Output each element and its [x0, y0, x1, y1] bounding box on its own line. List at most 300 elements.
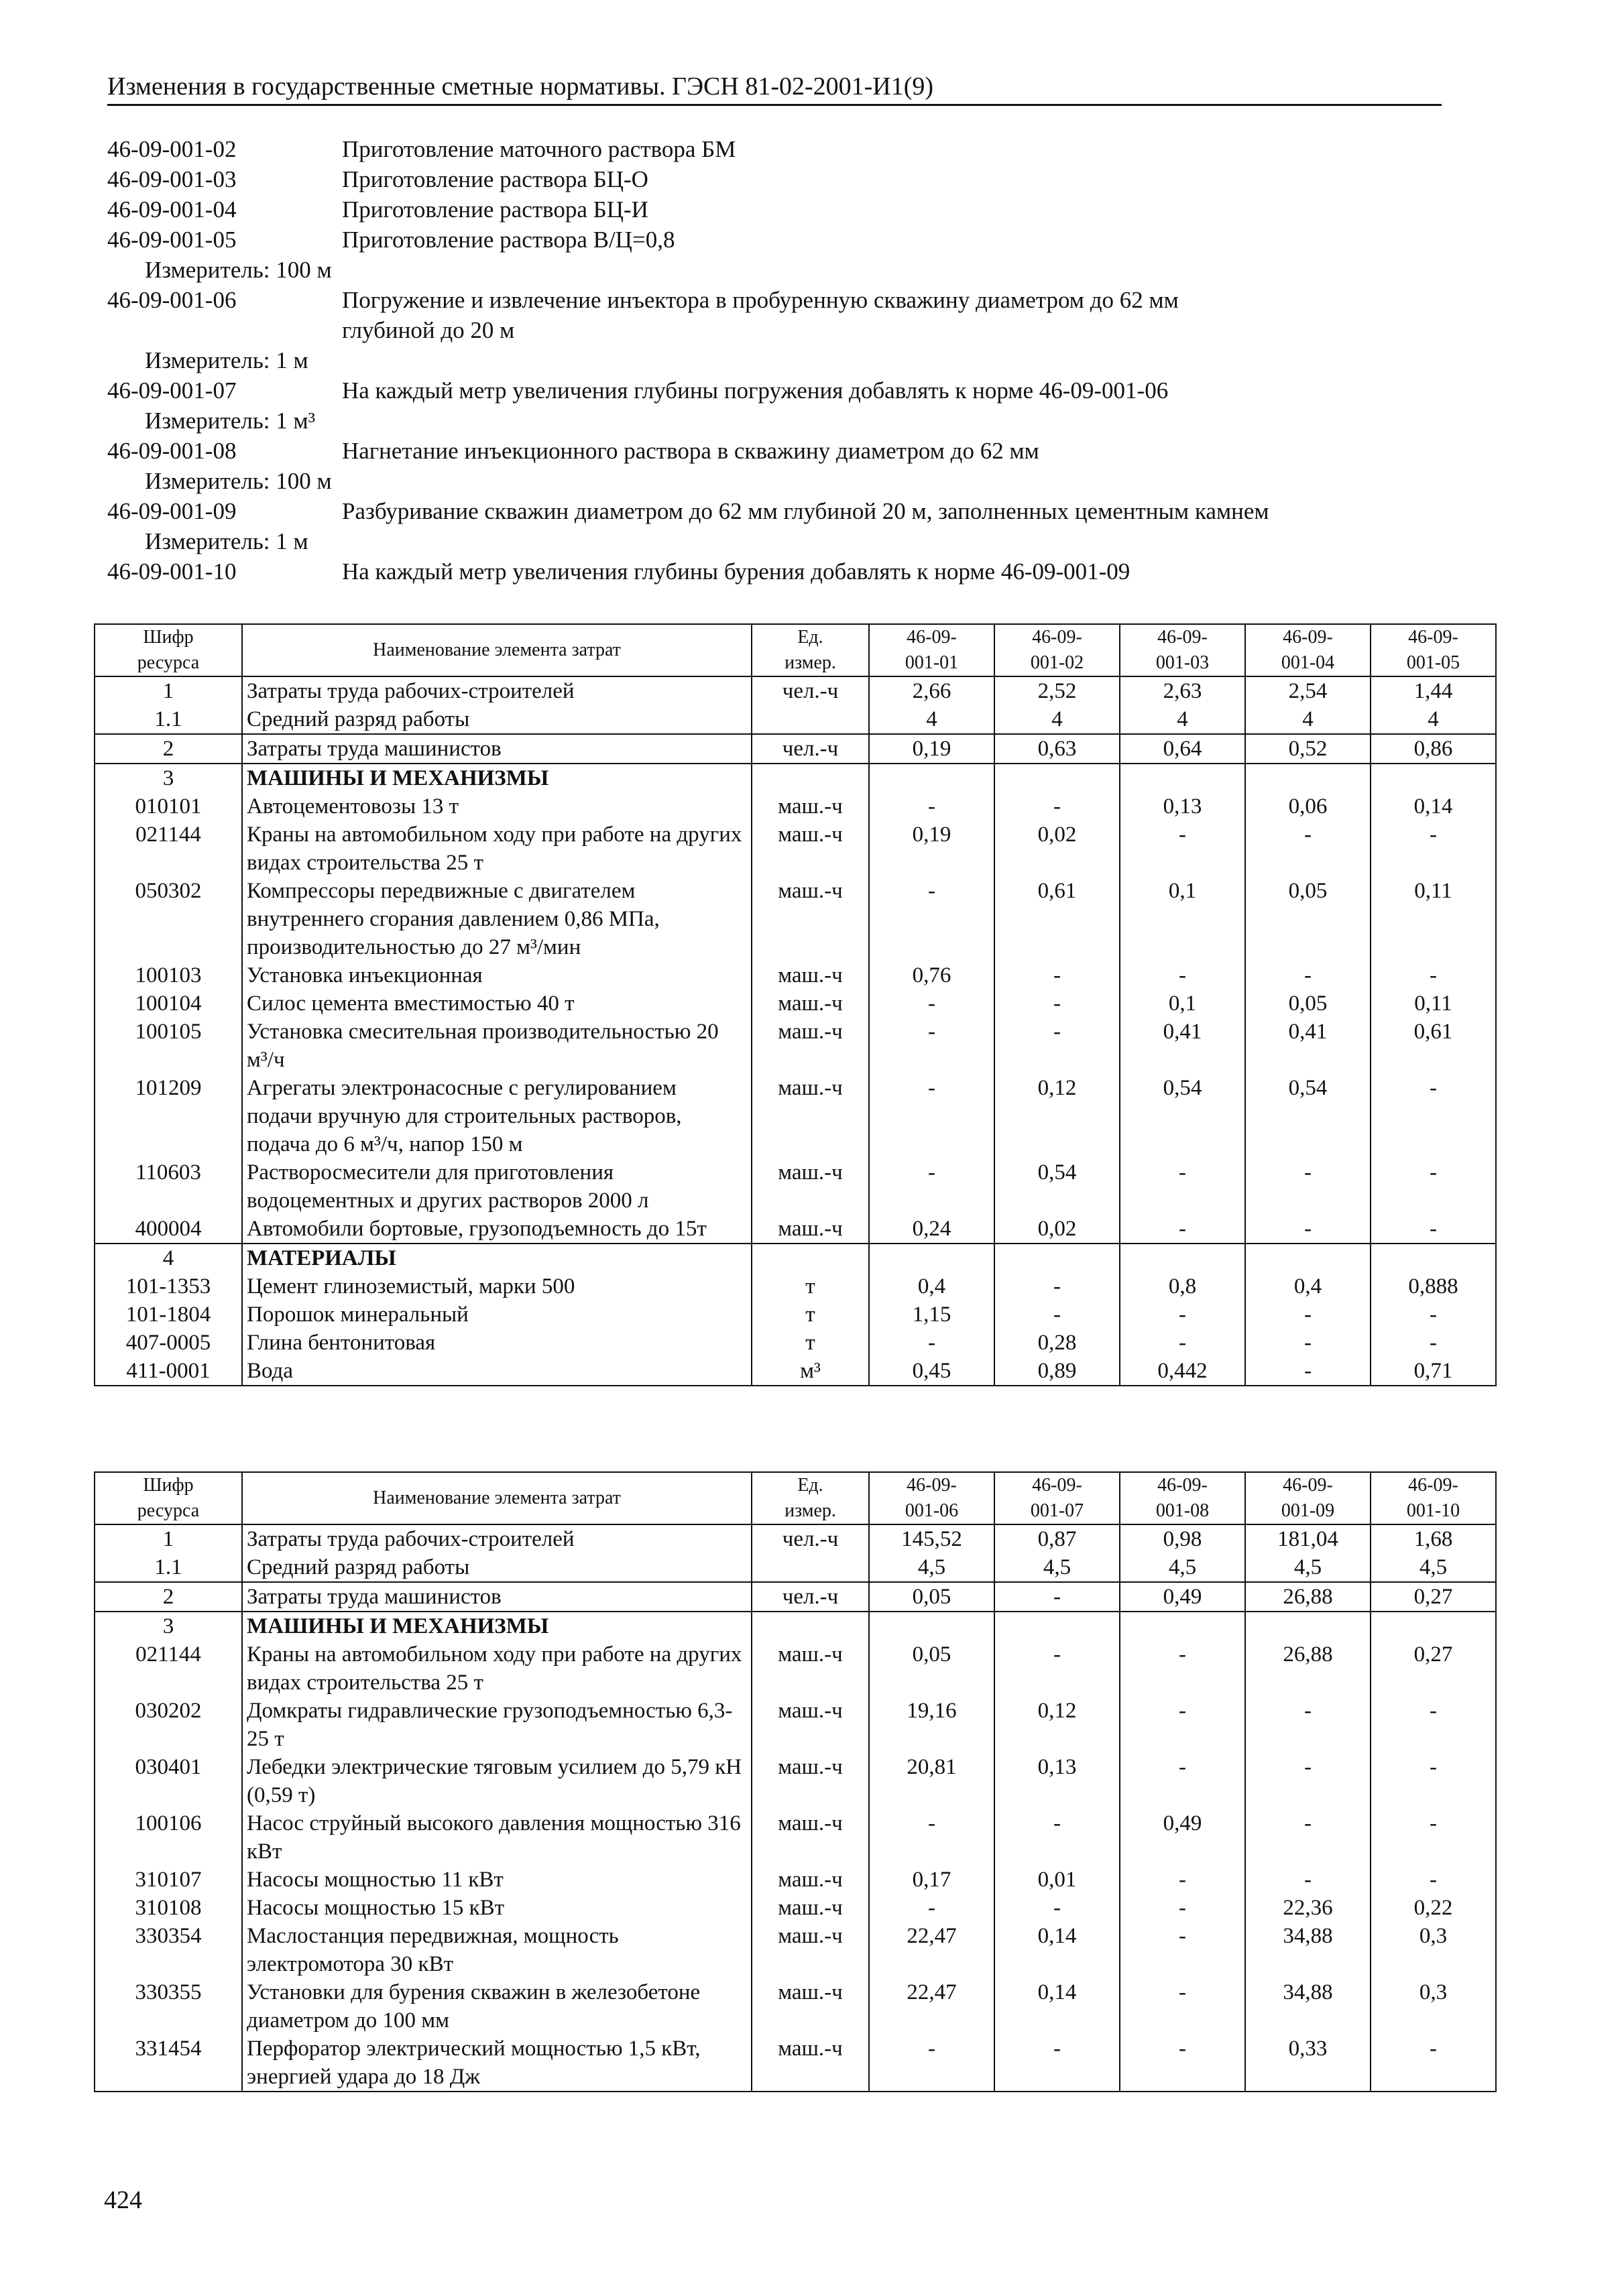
header-norm-line: 001-05 [1406, 652, 1460, 673]
resource-code: 407-0005 [95, 1329, 242, 1357]
page-number: 424 [104, 2186, 142, 2214]
header-code [95, 624, 242, 676]
resource-unit: чел.-ч [752, 1582, 869, 1612]
norm-value: 0,54 [1120, 1074, 1245, 1158]
resource-name: Силос цемента вместимостью 40 т [242, 989, 752, 1018]
table-row [95, 764, 1496, 792]
norm-value: 0,33 [1245, 2035, 1371, 2092]
header-norm-code [1371, 624, 1496, 676]
resource-name: МАШИНЫ И МЕХАНИЗМЫ [242, 1612, 752, 1640]
norm-value: 2,52 [994, 676, 1120, 705]
table-row [95, 1612, 1496, 1640]
header-name: Наименование элемента затрат [242, 1472, 752, 1524]
norm-value: - [869, 1809, 994, 1866]
header-norm-line: 001-02 [1030, 652, 1084, 673]
norm-value: - [1371, 1866, 1496, 1894]
norm-definition [107, 285, 1448, 345]
norm-definition [107, 164, 1448, 194]
header-norm-code [869, 1472, 994, 1524]
table-header-row [95, 1472, 1496, 1524]
norm-value: - [994, 1301, 1120, 1329]
norm-value: 2,63 [1120, 676, 1245, 705]
norm-value [1245, 764, 1371, 792]
norm-value: 26,88 [1245, 1582, 1371, 1612]
norm-value: 4 [1371, 705, 1496, 734]
resource-name: Затраты труда рабочих-строителей [242, 676, 752, 705]
resource-code: 310107 [95, 1866, 242, 1894]
header-code-line: ресурса [137, 1500, 200, 1521]
norm-value: - [1120, 2035, 1245, 2092]
table-row [95, 705, 1496, 734]
resource-code: 021144 [95, 821, 242, 877]
resource-unit: маш.-ч [752, 1809, 869, 1866]
table-row [95, 734, 1496, 764]
norm-value: 0,87 [994, 1524, 1120, 1553]
table-header-row [95, 624, 1496, 676]
resource-unit: маш.-ч [752, 792, 869, 821]
resource-name: Затраты труда рабочих-строителей [242, 1524, 752, 1553]
norm-value: - [1245, 1866, 1371, 1894]
norm-value: - [1371, 1215, 1496, 1244]
norm-value: - [869, 1894, 994, 1922]
norm-value: 0,22 [1371, 1894, 1496, 1922]
resource-name: Автоцементовозы 13 т [242, 792, 752, 821]
resource-code: 101209 [95, 1074, 242, 1158]
table-row [95, 989, 1496, 1018]
resource-code: 021144 [95, 1640, 242, 1697]
norm-value: 4,5 [994, 1553, 1120, 1582]
norm-value: 2,66 [869, 676, 994, 705]
norm-value: 0,28 [994, 1329, 1120, 1357]
norm-value: - [869, 1329, 994, 1357]
norm-value: 0,63 [994, 734, 1120, 764]
resource-code: 3 [95, 764, 242, 792]
resource-code: 010101 [95, 792, 242, 821]
norm-value: 0,05 [869, 1582, 994, 1612]
norm-value: - [994, 1809, 1120, 1866]
norm-value: 0,19 [869, 734, 994, 764]
resource-name: Маслостанция передвижная, мощность электромотора 30 кВт [242, 1922, 752, 1978]
norm-value: 0,54 [1245, 1074, 1371, 1158]
norm-description-line: На каждый метр увеличения глубины погружения добавлять к норме 46-09-001-06 [342, 377, 1169, 404]
norm-value: - [1245, 1809, 1371, 1866]
norm-definition [107, 436, 1448, 466]
norm-value: 0,02 [994, 821, 1120, 877]
resource-code: 050302 [95, 877, 242, 961]
header-norm-code [994, 1472, 1120, 1524]
norm-value: 0,3 [1371, 1922, 1496, 1978]
norm-value: 0,41 [1245, 1018, 1371, 1074]
measure-unit: Измеритель: 1 м³ [145, 408, 316, 434]
norm-description-line: На каждый метр увеличения глубины бурения добавлять к норме 46-09-001-09 [342, 558, 1130, 585]
resource-code: 4 [95, 1244, 242, 1272]
header-norm-line: 001-08 [1155, 1500, 1210, 1521]
norm-value: - [869, 1018, 994, 1074]
table-row [95, 1866, 1496, 1894]
header-norm-line: 46-09- [907, 627, 957, 648]
norm-value [869, 1612, 994, 1640]
table-row [95, 1074, 1496, 1158]
norm-value: 19,16 [869, 1697, 994, 1753]
resource-unit: т [752, 1301, 869, 1329]
norm-value: - [1245, 1215, 1371, 1244]
resource-name: Домкраты гидравлические грузоподъемностью 6,3-25 т [242, 1697, 752, 1753]
norm-value: - [869, 1074, 994, 1158]
header-norm-line: 001-10 [1406, 1500, 1460, 1521]
header-unit [752, 624, 869, 676]
norm-code: 46-09-001-07 [107, 377, 237, 404]
header-unit-line: Ед. [797, 627, 823, 648]
norm-value: 0,24 [869, 1215, 994, 1244]
norm-value: 0,11 [1371, 989, 1496, 1018]
norm-value: 0,27 [1371, 1640, 1496, 1697]
table-row [95, 1894, 1496, 1922]
resource-code: 331454 [95, 2035, 242, 2092]
header-norm-line: 46-09- [1157, 627, 1208, 648]
header-code-line: Шифр [143, 1475, 194, 1496]
norm-definition [107, 134, 1448, 164]
resource-code: 330355 [95, 1978, 242, 2035]
resource-code: 1 [95, 676, 242, 705]
resource-table-2 [94, 1471, 1497, 2092]
norm-value: - [1120, 1697, 1245, 1753]
header-norm-line: 001-04 [1281, 652, 1335, 673]
norm-value: 0,12 [994, 1074, 1120, 1158]
norm-value: - [994, 1894, 1120, 1922]
norm-value: - [869, 989, 994, 1018]
resource-code: 3 [95, 1612, 242, 1640]
norm-value: 0,13 [994, 1753, 1120, 1809]
norm-description-line: Приготовление раствора БЦ-О [342, 166, 648, 192]
resource-code: 1.1 [95, 1553, 242, 1582]
resource-unit: маш.-ч [752, 2035, 869, 2092]
header-norm-code [1245, 624, 1371, 676]
norm-value: - [1371, 1697, 1496, 1753]
norm-value: 0,05 [869, 1640, 994, 1697]
norm-value: - [1245, 1697, 1371, 1753]
norm-value: 4,5 [869, 1553, 994, 1582]
header-norm-line: 46-09- [1157, 1475, 1208, 1496]
norm-code: 46-09-001-02 [107, 136, 237, 162]
norm-value: 0,4 [869, 1272, 994, 1301]
norm-value: - [1120, 1215, 1245, 1244]
header-unit-line: Ед. [797, 1475, 823, 1496]
resource-code: 1 [95, 1524, 242, 1553]
resource-unit: маш.-ч [752, 1215, 869, 1244]
measure-unit: Измеритель: 100 м [145, 468, 332, 494]
header-norm-line: 46-09- [1032, 1475, 1082, 1496]
norm-description-line: Приготовление раствора В/Ц=0,8 [342, 227, 675, 253]
norm-value: 20,81 [869, 1753, 994, 1809]
norm-value: - [1120, 1753, 1245, 1809]
norm-value: 4 [1120, 705, 1245, 734]
norm-value: - [1245, 1329, 1371, 1357]
table-row [95, 1301, 1496, 1329]
resource-code: 101-1804 [95, 1301, 242, 1329]
resource-name: Компрессоры передвижные с двигателем внутреннего сгорания давлением 0,86 МПа, производительностью до 27 м³/мин [242, 877, 752, 961]
resource-unit: т [752, 1329, 869, 1357]
norm-definition [107, 375, 1448, 406]
table-row [95, 1329, 1496, 1357]
norm-code: 46-09-001-05 [107, 227, 237, 253]
norm-value: 0,41 [1120, 1018, 1245, 1074]
resource-code: 2 [95, 734, 242, 764]
resource-table-1 [94, 623, 1497, 1386]
header-unit-line: измер. [785, 1500, 836, 1521]
norm-value: - [1245, 821, 1371, 877]
header-norm-code [1120, 1472, 1245, 1524]
resource-unit: маш.-ч [752, 1018, 869, 1074]
norm-value: 0,89 [994, 1357, 1120, 1386]
resource-name: Вода [242, 1357, 752, 1386]
norm-value: 0,8 [1120, 1272, 1245, 1301]
norm-code: 46-09-001-08 [107, 438, 237, 464]
resource-unit: чел.-ч [752, 1524, 869, 1553]
norm-value: 0,01 [994, 1866, 1120, 1894]
norm-value: 0,02 [994, 1215, 1120, 1244]
norm-value: - [869, 877, 994, 961]
norm-description [342, 436, 1448, 466]
resource-unit [752, 1244, 869, 1272]
resource-name: Глина бентонитовая [242, 1329, 752, 1357]
norm-value: - [1120, 1329, 1245, 1357]
norm-description-line: Приготовление раствора БЦ-И [342, 196, 648, 223]
resource-unit: маш.-ч [752, 961, 869, 989]
resource-unit: маш.-ч [752, 1640, 869, 1697]
norm-value: - [994, 1272, 1120, 1301]
norm-value: 0,19 [869, 821, 994, 877]
norm-value: 4,5 [1371, 1553, 1496, 1582]
norm-value: 0,98 [1120, 1524, 1245, 1553]
resource-unit: маш.-ч [752, 1074, 869, 1158]
table-row [95, 1809, 1496, 1866]
norm-value: - [1120, 1301, 1245, 1329]
resource-name: МАШИНЫ И МЕХАНИЗМЫ [242, 764, 752, 792]
table-row [95, 1978, 1496, 2035]
resource-code: 100105 [95, 1018, 242, 1074]
norm-value: - [869, 1158, 994, 1215]
header-norm-code [869, 624, 994, 676]
norm-value [994, 764, 1120, 792]
table-row [95, 676, 1496, 705]
resource-unit: маш.-ч [752, 1158, 869, 1215]
norm-value [994, 1612, 1120, 1640]
norm-value: - [994, 989, 1120, 1018]
norm-description [342, 134, 1448, 164]
resource-code: 330354 [95, 1922, 242, 1978]
resource-name: Насосы мощностью 15 кВт [242, 1894, 752, 1922]
norm-value [1120, 1612, 1245, 1640]
norm-value: 22,47 [869, 1922, 994, 1978]
header-norm-line: 46-09- [1283, 627, 1333, 648]
norm-definition [107, 496, 1448, 526]
norm-value: - [1245, 1753, 1371, 1809]
norm-value [869, 1244, 994, 1272]
norm-value: - [1120, 1894, 1245, 1922]
norm-value: 26,88 [1245, 1640, 1371, 1697]
norm-value: - [994, 2035, 1120, 2092]
resource-unit [752, 1553, 869, 1582]
resource-name: Агрегаты электронасосные с регулированием подачи вручную для строительных растворов, подача до 6 м³/ч, напор 150 м [242, 1074, 752, 1158]
resource-name: Порошок минеральный [242, 1301, 752, 1329]
norm-value: - [994, 1018, 1120, 1074]
resource-unit: маш.-ч [752, 1866, 869, 1894]
norm-value: 0,14 [1371, 792, 1496, 821]
norm-value: - [1371, 2035, 1496, 2092]
norm-description-line: Погружение и извлечение инъектора в пробуренную скважину диаметром до 62 мм [342, 287, 1179, 313]
norm-value: 145,52 [869, 1524, 994, 1553]
norm-description [342, 164, 1448, 194]
norm-description [342, 194, 1448, 225]
norm-definition [107, 194, 1448, 225]
norm-value: - [994, 1640, 1120, 1697]
resource-name: Затраты труда машинистов [242, 1582, 752, 1612]
norm-value: - [1371, 1074, 1496, 1158]
resource-name: Цемент глиноземистый, марки 500 [242, 1272, 752, 1301]
resource-name: Насосы мощностью 11 кВт [242, 1866, 752, 1894]
table-row [95, 1244, 1496, 1272]
resource-unit: маш.-ч [752, 1753, 869, 1809]
resource-name: Затраты труда машинистов [242, 734, 752, 764]
table-row [95, 961, 1496, 989]
norm-description [342, 496, 1448, 526]
norm-definitions [107, 134, 1448, 587]
norm-description [342, 225, 1448, 255]
table-row [95, 1272, 1496, 1301]
resource-code: 100106 [95, 1809, 242, 1866]
header-norm-line: 001-03 [1155, 652, 1210, 673]
norm-value: 0,45 [869, 1357, 994, 1386]
norm-code: 46-09-001-10 [107, 558, 237, 585]
resource-unit: маш.-ч [752, 821, 869, 877]
resource-code: 400004 [95, 1215, 242, 1244]
header-norm-line: 46-09- [907, 1475, 957, 1496]
norm-description-line: Нагнетание инъекционного раствора в скважину диаметром до 62 мм [342, 438, 1039, 464]
norm-description [342, 556, 1448, 587]
norm-value: 22,36 [1245, 1894, 1371, 1922]
norm-code: 46-09-001-03 [107, 166, 237, 192]
norm-value: - [1371, 1329, 1496, 1357]
norm-value: - [1245, 1158, 1371, 1215]
resource-code: 310108 [95, 1894, 242, 1922]
norm-value: - [1120, 1640, 1245, 1697]
norm-value: 0,3 [1371, 1978, 1496, 2035]
norm-value: 0,14 [994, 1978, 1120, 2035]
norm-value: - [1371, 1301, 1496, 1329]
norm-value: - [994, 1582, 1120, 1612]
header-name: Наименование элемента затрат [242, 624, 752, 676]
norm-value: 0,06 [1245, 792, 1371, 821]
resource-unit: маш.-ч [752, 877, 869, 961]
norm-value: - [1245, 1357, 1371, 1386]
header-norm-code [1245, 1472, 1371, 1524]
resource-unit: чел.-ч [752, 676, 869, 705]
norm-definition [107, 556, 1448, 587]
norm-value: 4,5 [1245, 1553, 1371, 1582]
resource-name: Насос струйный высокого давления мощностью 316 кВт [242, 1809, 752, 1866]
resource-unit: маш.-ч [752, 1697, 869, 1753]
header-norm-line: 46-09- [1408, 1475, 1458, 1496]
table-row [95, 1215, 1496, 1244]
resource-name: Средний разряд работы [242, 1553, 752, 1582]
norm-value: 0,17 [869, 1866, 994, 1894]
norm-value: - [1371, 1158, 1496, 1215]
norm-value: 22,47 [869, 1978, 994, 2035]
norm-value: 34,88 [1245, 1978, 1371, 2035]
norm-value: 0,1 [1120, 877, 1245, 961]
norm-value: - [869, 2035, 994, 2092]
norm-code: 46-09-001-09 [107, 498, 237, 524]
resource-unit: маш.-ч [752, 1922, 869, 1978]
norm-value: 4,5 [1120, 1553, 1245, 1582]
resource-unit: маш.-ч [752, 1978, 869, 2035]
header-norm-line: 46-09- [1032, 627, 1082, 648]
norm-value [994, 1244, 1120, 1272]
resource-code: 1.1 [95, 705, 242, 734]
norm-value [1371, 1244, 1496, 1272]
resource-name: Установки для бурения скважин в железобетоне диаметром до 100 мм [242, 1978, 752, 2035]
resource-unit: м³ [752, 1357, 869, 1386]
header-norm-code [1120, 624, 1245, 676]
header-unit-line: измер. [785, 652, 836, 673]
norm-value: - [994, 792, 1120, 821]
table-row [95, 2035, 1496, 2092]
resource-unit: маш.-ч [752, 989, 869, 1018]
norm-value: 0,05 [1245, 877, 1371, 961]
norm-value: 0,49 [1120, 1809, 1245, 1866]
norm-value: - [869, 792, 994, 821]
norm-code: 46-09-001-04 [107, 196, 237, 223]
running-header: Изменения в государственные сметные нормативы. ГЭСН 81-02-2001-И1(9) [107, 70, 1442, 106]
header-norm-line: 001-07 [1030, 1500, 1084, 1521]
norm-value: 4 [869, 705, 994, 734]
norm-value: 0,64 [1120, 734, 1245, 764]
measure-unit: Измеритель: 100 м [145, 257, 332, 283]
table-row [95, 792, 1496, 821]
resource-name: Растворосмесители для приготовления водоцементных и других растворов 2000 л [242, 1158, 752, 1215]
resource-code: 100104 [95, 989, 242, 1018]
resource-name: Краны на автомобильном ходу при работе на других видах строительства 25 т [242, 821, 752, 877]
norm-value [1371, 1612, 1496, 1640]
resource-unit: т [752, 1272, 869, 1301]
norm-value: 0,05 [1245, 989, 1371, 1018]
header-code-line: ресурса [137, 652, 200, 673]
measure-unit: Измеритель: 1 м [145, 347, 308, 373]
norm-value: 0,52 [1245, 734, 1371, 764]
table-row [95, 877, 1496, 961]
norm-value [869, 764, 994, 792]
header-norm-code [994, 624, 1120, 676]
table-row [95, 1753, 1496, 1809]
resource-name: Перфоратор электрический мощностью 1,5 кВт, энергией удара до 18 Дж [242, 2035, 752, 2092]
norm-definition [107, 225, 1448, 255]
resource-unit [752, 705, 869, 734]
resource-unit: маш.-ч [752, 1894, 869, 1922]
resource-name: МАТЕРИАЛЫ [242, 1244, 752, 1272]
table-row [95, 1357, 1496, 1386]
resource-name: Лебедки электрические тяговым усилием до 5,79 кН (0,59 т) [242, 1753, 752, 1809]
norm-value: 0,11 [1371, 877, 1496, 961]
norm-value: 0,1 [1120, 989, 1245, 1018]
norm-value: 4 [994, 705, 1120, 734]
norm-value: - [1120, 961, 1245, 989]
norm-value [1245, 1244, 1371, 1272]
header-norm-line: 46-09- [1408, 627, 1458, 648]
resource-name: Средний разряд работы [242, 705, 752, 734]
resource-name: Установка инъекционная [242, 961, 752, 989]
norm-value [1120, 1244, 1245, 1272]
resource-unit [752, 764, 869, 792]
